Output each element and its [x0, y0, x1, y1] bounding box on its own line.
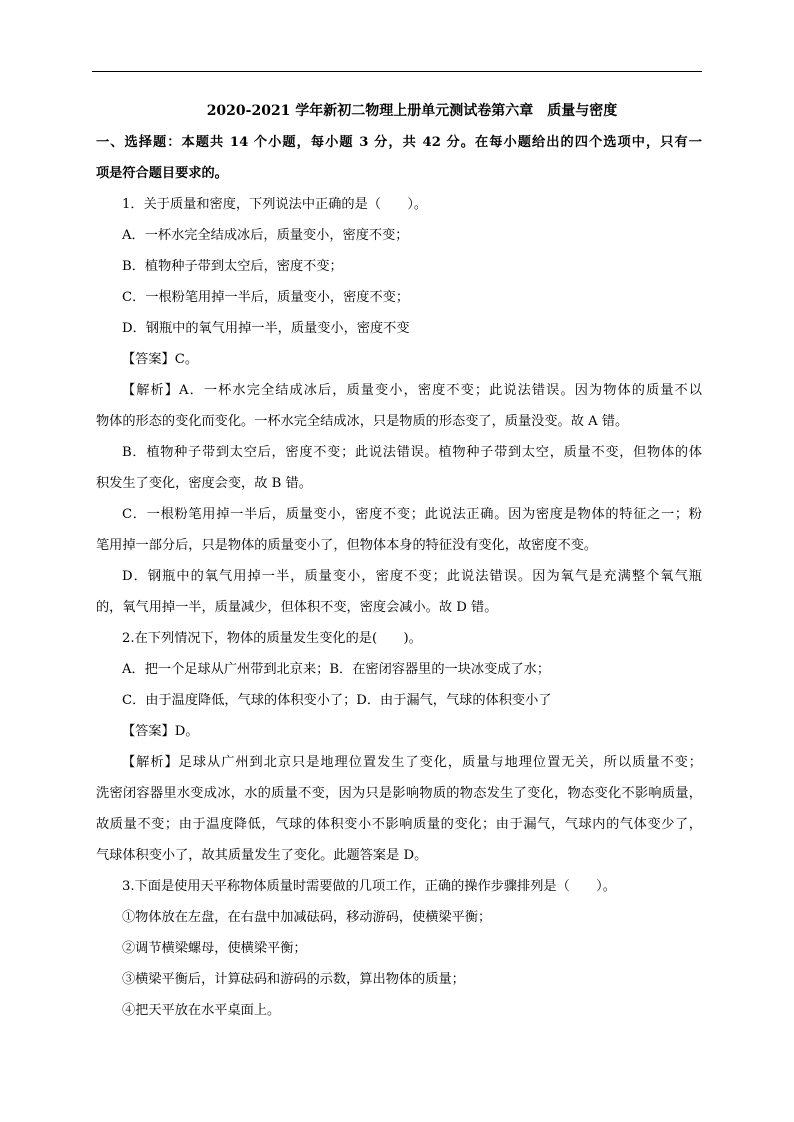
document-body: [96, 96, 702, 1026]
question-1-option-c: C．一根粉笔用掉一半后，质量变小，密度不变；: [122, 290, 410, 305]
question-1-stem: 1．关于质量和密度，下列说法中正确的是（ ）。: [122, 197, 428, 212]
question-3-step-3: ③横梁平衡后，计算砝码和游码的示数，算出物体的质量；: [122, 972, 465, 987]
question-2-analysis-line: 洗密闭容器里水变成冰，水的质量不变，因为只是影响物质的物态发生了变化，物态变化不影响质量，: [96, 786, 702, 801]
question-1-option-b: B．植物种子带到太空后，密度不变；: [122, 259, 343, 274]
question-1-answer: 【答案】C。: [122, 352, 199, 367]
question-1-analysis-line: 积发生了变化，密度会变，故 B 错。: [96, 476, 312, 491]
question-3-step-2: ②调节横梁螺母，使横梁平衡；: [122, 941, 307, 956]
question-2-stem: 2.在下列情况下，物体的质量发生变化的是( )。: [122, 631, 422, 646]
question-1-analysis-line: D．钢瓶中的氧气用掉一半，质量变小，密度不变；此说法错误。因为氧气是充满整个氧气瓶: [122, 569, 702, 584]
question-1-option-d: D．钢瓶中的氧气用掉一半，质量变小，密度不变: [122, 321, 410, 336]
question-1-analysis-line: 的，氧气用掉一半，质量减少，但体积不变，密度会减小。故 D 错。: [96, 600, 498, 615]
question-3-step-4: ④把天平放在水平桌面上。: [122, 1003, 281, 1018]
question-1-analysis-line: 【解析】A．一杯水完全结成冰后，质量变小，密度不变；此说法错误。因为物体的质量不以: [122, 383, 702, 398]
section-heading-line-2: 项是符合题目要求的。: [96, 166, 228, 181]
question-2-analysis-line: 【解析】足球从广州到北京只是地理位置发生了变化，质量与地理位置无关，所以质量不变；: [122, 755, 702, 770]
section-heading-line-1: 一、选择题：本题共 14 个小题，每小题 3 分，共 42 分。在每小题给出的四个选项中，只有一: [96, 135, 702, 150]
question-1-analysis-line: 笔用掉一部分后，只是物体的质量变小了，但物体本身的特征没有变化，故密度不变。: [96, 538, 598, 553]
question-2-options-cd: C．由于温度降低，气球的体积变小了；D．由于漏气，气球的体积变小了: [122, 693, 552, 708]
question-2-answer: 【答案】D。: [122, 724, 199, 739]
question-1-option-a: A．一杯水完全结成冰后，质量变小，密度不变；: [122, 228, 409, 243]
header-rule: [92, 71, 702, 72]
question-2-options-ab: A．把一个足球从广州带到北京来；B．在密闭容器里的一块冰变成了水；: [122, 662, 551, 677]
document-title: 2020-2021 学年新初二物理上册单元测试卷第六章 质量与密度: [206, 103, 618, 119]
question-1-analysis-line: 物体的形态的变化而变化。一杯水完全结成冰，只是物质的形态变了，质量没变。故 A 错。: [96, 414, 629, 429]
question-3-step-1: ①物体放在左盘，在右盘中加减砝码，移动游码，使横梁平衡；: [122, 910, 492, 925]
question-1-analysis-line: B．植物种子带到太空后，密度不变；此说法错误。植物种子带到太空，质量不变，但物体的体: [122, 445, 702, 460]
question-2-analysis-line: 气球体积变小了，故其质量发生了变化。此题答案是 D。: [96, 848, 428, 863]
question-1-analysis-line: C．一根粉笔用掉一半后，质量变小，密度不变；此说法正确。因为密度是物体的特征之一；粉: [122, 507, 702, 522]
question-3-stem: 3.下面是使用天平称物体质量时需要做的几项工作，正确的操作步骤排列是（ ）。: [122, 879, 616, 894]
question-2-analysis-line: 故质量不变；由于温度降低，气球的体积变小不影响质量的变化；由于漏气，气球内的气体变少了，: [96, 817, 702, 832]
